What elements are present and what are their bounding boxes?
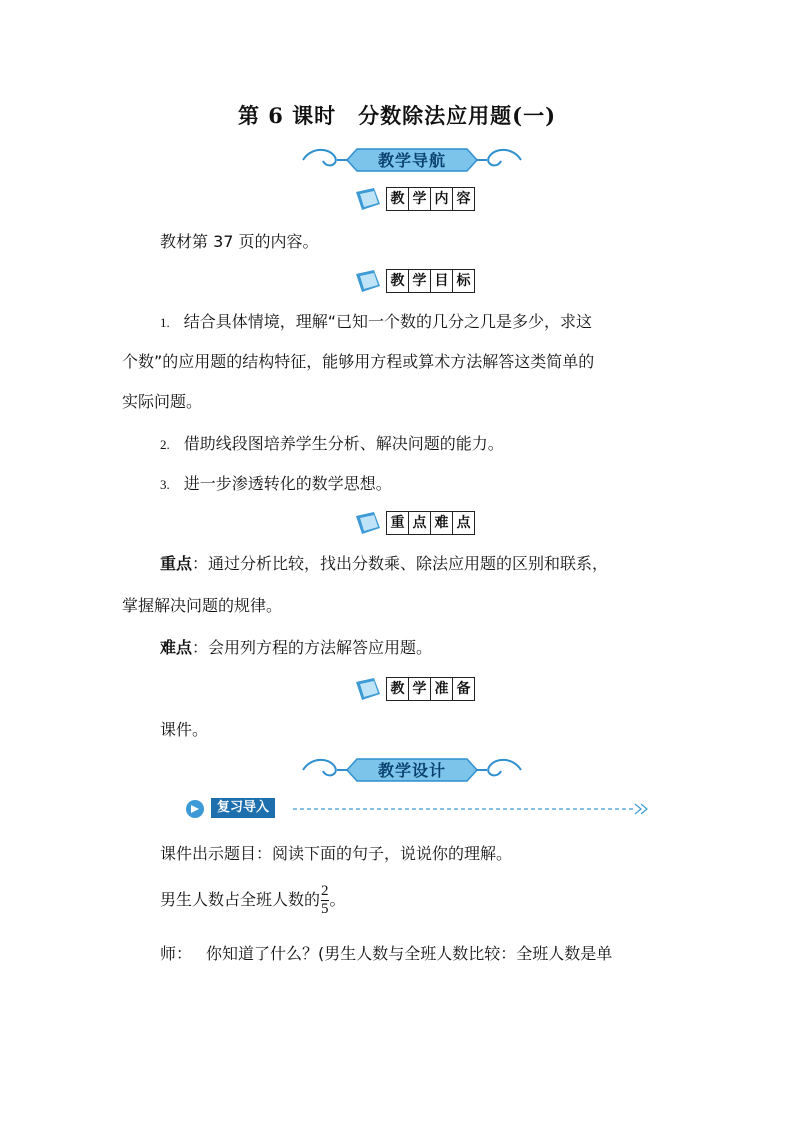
section-heading-prep <box>354 676 484 702</box>
book-icon <box>354 268 384 294</box>
section-label-box: 教 学 内 容 <box>386 187 475 211</box>
section-heading-goals <box>354 268 484 294</box>
lesson-line-3: 师： 你知道了什么？(男生人数与全班人数比较：全班人数是单 <box>160 944 613 963</box>
section-label-box: 教 学 目 标 <box>386 269 475 293</box>
page-title: 第 6 课时 分数除法应用题(一) <box>237 103 557 128</box>
lesson-line-2: 男生人数占全班人数的 $\frac{2}{5}$ 。 <box>160 883 346 917</box>
fraction: $\frac{2}{5}$ <box>321 883 329 917</box>
review-label: 复习导入 <box>211 798 275 818</box>
goal-item-1-cont2: 实际问题。 <box>122 392 203 411</box>
prep-text: 课件。 <box>160 720 209 739</box>
lesson-line-1: 课件出示题目：阅读下面的句子，说说你的理解。 <box>160 844 513 863</box>
section-label-box: 重 点 难 点 <box>386 511 475 535</box>
section-heading-keypoints <box>354 510 484 536</box>
review-intro-heading <box>183 797 653 821</box>
book-icon <box>354 186 384 212</box>
content-text: 教材第 37 页的内容。 <box>160 232 319 251</box>
banner-title: 教学导航 <box>377 151 446 170</box>
book-icon <box>354 510 384 536</box>
goal-item-1-cont: 个数”的应用题的结构特征，能够用方程或算术方法解答这类简单的 <box>122 352 595 371</box>
goal-item-1: 1. 结合具体情境，理解“已知一个数的几分之几是多少，求这 <box>160 312 593 331</box>
difficulty-point: 难点：会用列方程的方法解答应用题。 <box>160 638 433 657</box>
banner-teaching-guide <box>297 143 527 177</box>
section-heading-content <box>354 186 484 212</box>
banner-title: 教学设计 <box>377 761 446 780</box>
goal-item-2: 2. 借助线段图培养学生分析、解决问题的能力。 <box>160 434 504 453</box>
banner-teaching-design <box>297 753 527 787</box>
key-point-cont: 掌握解决问题的规律。 <box>122 596 283 615</box>
goal-item-3: 3. 进一步渗透转化的数学思想。 <box>160 474 392 493</box>
book-icon <box>354 676 384 702</box>
section-label-box: 教 学 准 备 <box>386 677 475 701</box>
key-point: 重点：通过分析比较，找出分数乘、除法应用题的区别和联系， <box>160 554 609 573</box>
